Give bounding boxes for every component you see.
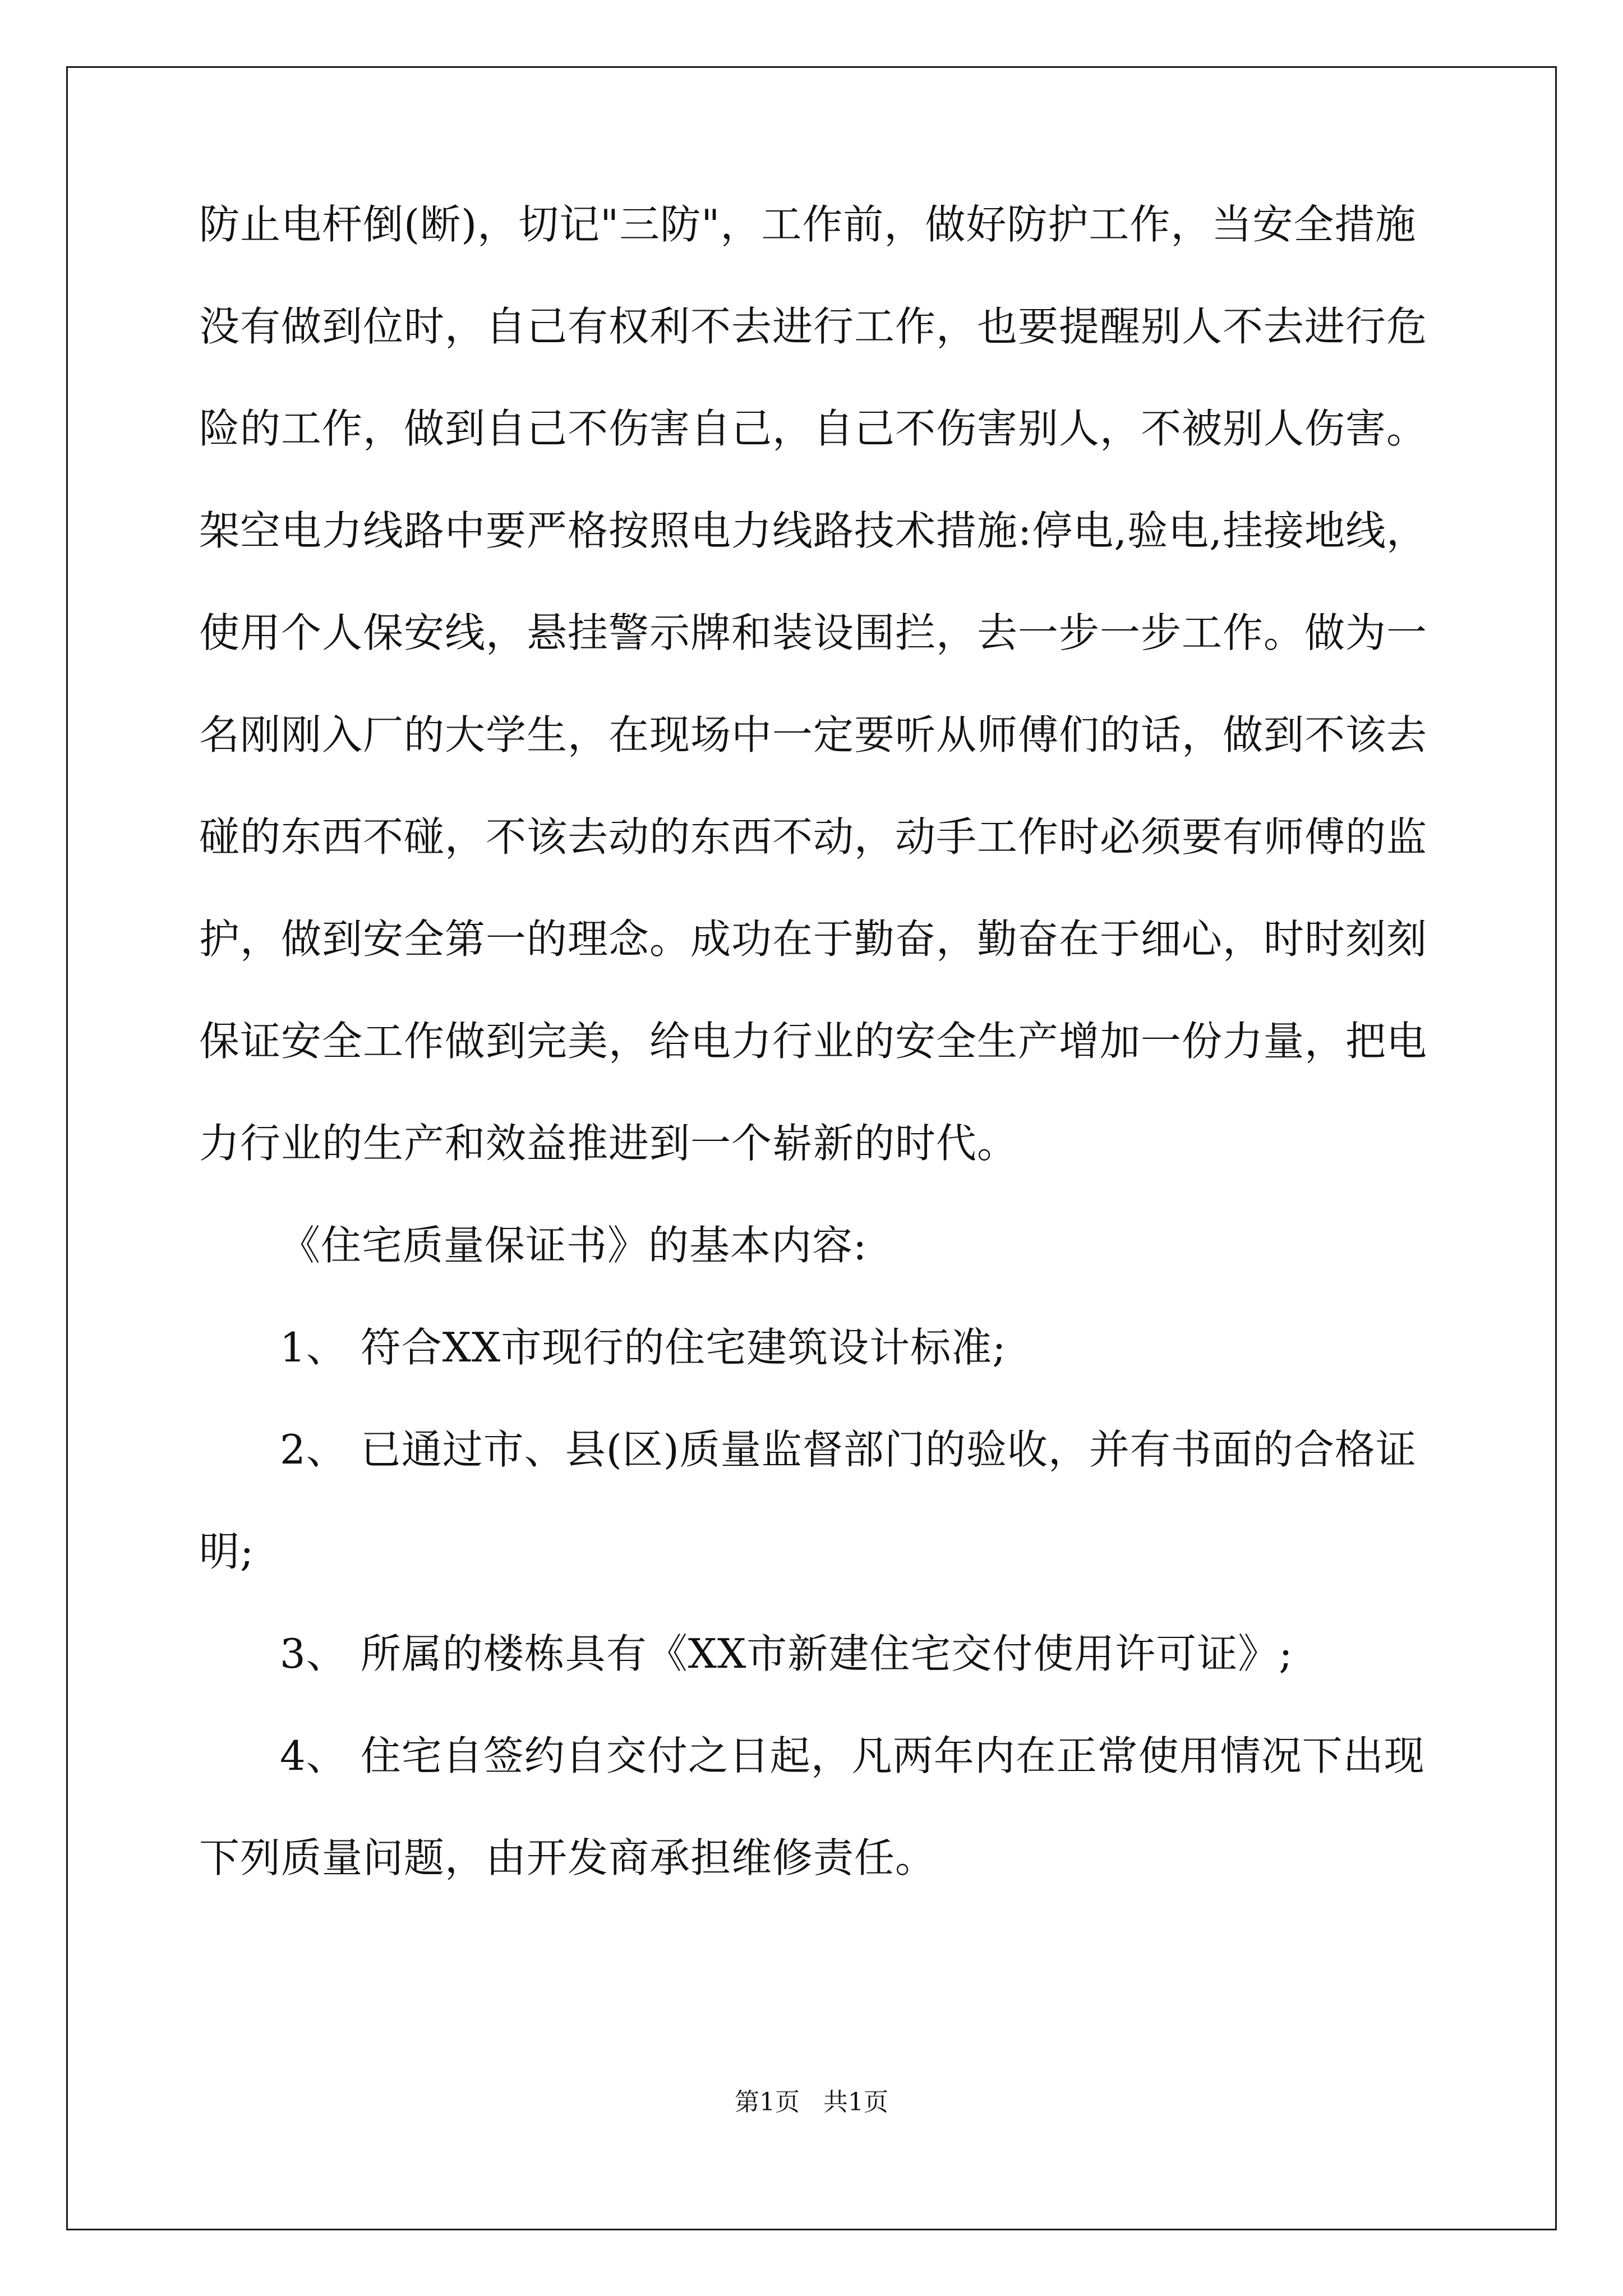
- text-line: 没有做到位时，自己有权利不去进行工作，也要提醒别人不去进行危: [199, 303, 1428, 350]
- list-item-continuation: 明;: [199, 1528, 255, 1575]
- text-line: 力行业的生产和效益推进到一个崭新的时代。: [199, 1120, 1018, 1167]
- text-line: 防止电杆倒(断)，切记"三防"，工作前，做好防护工作，当安全措施: [199, 201, 1417, 248]
- list-item: 1、 符合XX市现行的住宅建筑设计标准;: [280, 1324, 1007, 1371]
- page-footer: [0, 2086, 1623, 2119]
- page-total: 共1页: [823, 2088, 888, 2116]
- text-line: 护，做到安全第一的理念。成功在于勤奋，勤奋在于细心，时时刻刻: [199, 915, 1428, 963]
- text-line: 险的工作，做到自己不伤害自己，自己不伤害别人，不被别人伤害。: [199, 405, 1428, 452]
- text-line: 保证安全工作做到完美，给电力行业的安全生产增加一份力量，把电: [199, 1018, 1428, 1065]
- document-body: [199, 199, 1428, 1994]
- text-line: 碰的东西不碰，不该去动的东西不动，动手工作时必须要有师傅的监: [199, 813, 1428, 861]
- list-item-continuation: 下列质量问题，由开发商承担维修责任。: [199, 1834, 937, 1881]
- text-line: 使用个人保安线，悬挂警示牌和装设围拦，去一步一步工作。做为一: [199, 609, 1428, 656]
- page-number: 第1页: [735, 2088, 800, 2116]
- text-line: 名刚刚入厂的大学生，在现场中一定要听从师傅们的话，做到不该去: [199, 711, 1428, 758]
- section-heading: 《住宅质量保证书》的基本内容:: [280, 1222, 868, 1269]
- list-item: 2、 已通过市、县(区)质量监督部门的验收，并有书面的合格证: [280, 1426, 1417, 1473]
- list-item: 4、 住宅自签约自交付之日起，凡两年内在正常使用情况下出现: [280, 1732, 1425, 1779]
- list-item: 3、 所属的楼栋具有《XX市新建住宅交付使用许可证》;: [280, 1630, 1293, 1677]
- text-line: 架空电力线路中要严格按照电力线路技术措施:停电,验电,挂接地线，: [199, 507, 1428, 554]
